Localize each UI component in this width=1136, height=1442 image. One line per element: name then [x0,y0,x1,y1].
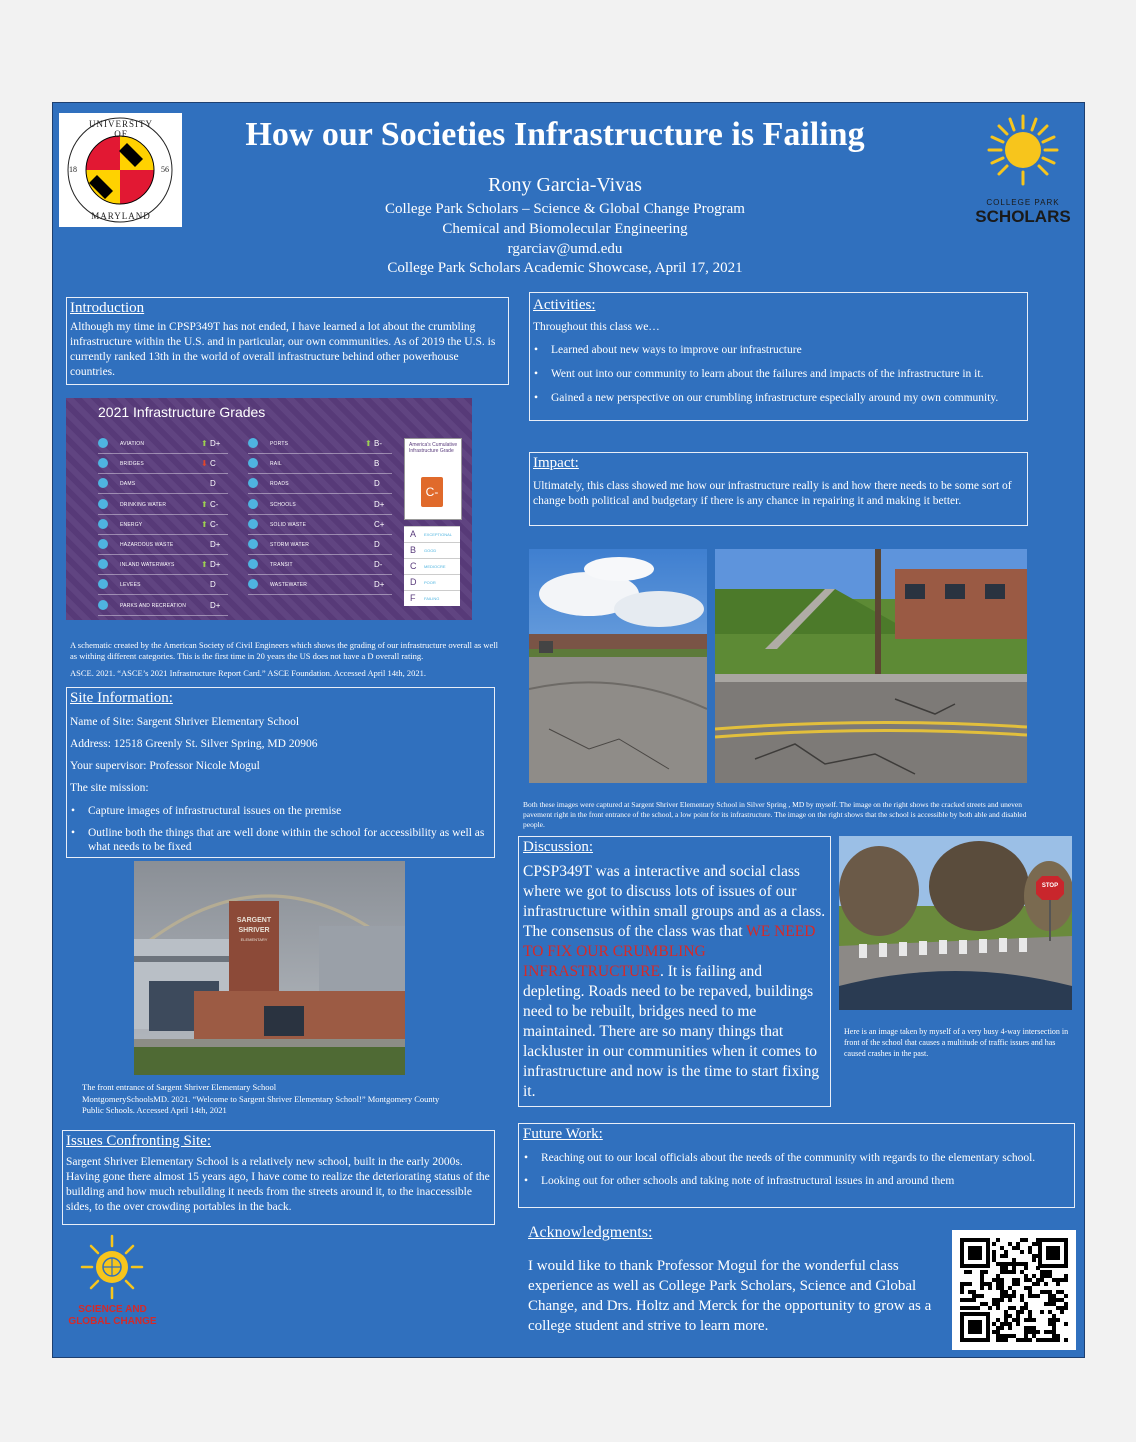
qr-code[interactable] [952,1230,1076,1350]
discussion-text-before: CPSP349T was a interactive and social class where we got to discuss lots of issues of our infrastructure within small groups and as a class. The consensus of the class was that [523,863,826,940]
grades-citation: ASCE. 2021. “ASCE’s 2021 Infrastructure Report Card.” ASCE Foundation. Accessed April 14th, 2021. [70,668,427,678]
grade-category-label: DAMS [120,481,136,488]
cps-logo-line1: COLLEGE PARK [986,198,1060,207]
issues-heading: Issues Confronting Site: [66,1133,211,1149]
grade-row-roads [248,476,394,492]
transit-icon [248,559,258,569]
umd-logo-year-left: 18 [69,165,77,174]
grade-value: D [210,580,216,590]
grade-legend-letter: C [410,561,417,571]
aviation-icon [98,438,108,448]
street-photos-caption: Both these images were captured at Sargent Shriver Elementary School in Silver Spring , MD by myself. The image on the right shows the cracked streets and uneven pavement right in the front entrance of the school, a low point for its infrastructure. The image on the right shows that the school is accessible by both able and disabled people. [523,800,1027,829]
future-work-section [518,1123,1075,1208]
umd-logo-bottom-text: MARYLAND [91,211,151,221]
grade-legend-word: POOR [424,580,436,585]
intersection-photo [839,836,1072,1010]
list-item: • Reaching out to our local officials about the needs of the community with regards to the elementary school. [541,1151,1070,1165]
department-name: Chemical and Biomolecular Engineering [442,221,688,237]
sgc-logo-line2: GLOBAL CHANGE [68,1316,157,1327]
grade-category-label: LEVEES [120,582,141,589]
author-email: rgarciav@umd.edu [507,241,623,257]
list-item: • Gained a new perspective on our crumbling infrastructure especially around my own community. [551,391,1024,405]
sun-icon [968,110,1078,190]
grade-category-label: AVIATION [120,441,145,447]
grade-legend-letter: A [410,529,417,539]
grade-legend-row [404,542,460,558]
grade-row-wastewater [248,577,394,593]
arrow-up-icon: ⬆ [201,499,208,509]
grade-row-divider [98,534,228,535]
future-work-heading: Future Work: [523,1126,603,1142]
discussion-text-after: . It is failing and depleting. Roads need to be repaved, buildings need to be rebuilt, bridges need to me maintained. There are so many things that lackluster in our communities when it comes to infrastructure and now is the time to start fixing it. [523,963,820,1100]
acknowledgments-heading: Acknowledgments: [528,1224,653,1241]
activities-list [533,343,1024,405]
future-work-list [523,1151,1070,1188]
grade-value: D- [374,560,383,570]
arrow-down-icon: ⬇ [201,459,208,469]
grade-legend [404,526,460,606]
discussion-text [523,862,826,1102]
umd-logo [59,113,182,227]
grade-category-label: BRIDGES [120,461,144,468]
discussion-highlight: WE NEED TO FIX OUR CRUMBLING INFRASTRUCTURE [523,923,816,980]
grade-category-label: ROADS [270,481,289,488]
cumulative-grade-card [404,438,462,520]
sgc-logo-line1: SCIENCE AND [78,1304,147,1315]
grade-value: D+ [374,580,385,590]
grade-value: D+ [210,560,221,570]
issues-section [62,1130,495,1225]
levees-icon [98,579,108,589]
grade-row-divider [248,574,392,575]
grade-category-label: HAZARDOUS WASTE [120,542,174,548]
cracked-street-photo [715,549,1027,783]
grade-value: B- [374,439,382,448]
school-entrance-photo [134,861,405,1075]
impact-text: Ultimately, this class showed me how our infrastructure really is and how there needs to be some sort of change both political and budgetary if there is any chance in repairing it and making it better. [533,480,1012,507]
grade-row-divider [248,534,392,535]
grade-value: C [210,459,216,469]
introduction-text: Although my time in CPSP349T has not ended, I have learned a lot about the crumbling infrastructure within the U.S. and in particular, our own communities. As of 2019 the U.S. is currently ranked 13th in the world of overall infrastructure behind other powerhouse countries. [70,321,496,378]
solid-waste-icon [248,519,258,529]
grade-row-energy [98,517,230,533]
drinking-water-icon [98,499,108,509]
grade-legend-letter: F [410,593,416,603]
grade-row-bridges [98,456,230,472]
author-name: Rony Garcia-Vivas [488,174,642,196]
school-photo-citation: MontgomerySchoolsMD. 2021. “Welcome to Sargent Shriver Elementary School!” Montgomery County Public Schools. Accessed April 14th, 2021 [82,1094,440,1115]
grade-row-storm-water [248,537,394,553]
grade-category-label: TRANSIT [270,562,293,569]
grade-value: D+ [210,439,221,448]
grade-legend-word: MEDIOCRE [424,564,446,569]
impact-section [529,452,1028,526]
grade-legend-word: FAILING [424,596,440,601]
activities-intro: Throughout this class we… [533,321,660,333]
arrow-up-icon: ⬆ [201,560,208,570]
grade-row-divider [98,554,228,555]
energy-icon [98,519,108,529]
introduction-section [66,297,509,385]
site-address: Address: 12518 Greenly St. Silver Spring, MD 20906 [70,738,318,750]
grade-legend-row [404,590,460,606]
grade-row-divider [98,594,228,595]
grade-row-transit [248,557,394,573]
schools-icon [248,499,258,509]
grade-value: D [374,540,380,549]
grade-row-divider [98,574,228,575]
site-mission-list [70,804,491,854]
acknowledgments-text: I would like to thank Professor Mogul for the wonderful class experience as well as College Park Scholars, Science and Global Change, and Drs. Holtz and Merck for the opportunity to grow as a college student and strive to learn more. [528,1258,932,1334]
cumulative-grade-label: America's Cumulative Infrastructure Grade [409,442,458,454]
grade-legend-word: EXCEPTIONAL [424,532,453,537]
grade-legend-row [404,526,460,542]
grade-category-label: RAIL [270,461,282,468]
grade-row-divider [248,453,392,454]
cps-logo [968,110,1078,230]
grade-value: D+ [210,540,221,549]
event-name: College Park Scholars Academic Showcase, April 17, 2021 [387,260,743,276]
roads-icon [248,478,258,488]
grade-category-label: ENERGY [120,521,143,528]
grade-row-ports [248,436,394,452]
grade-legend-letter: D [410,577,417,587]
grade-category-label: SCHOOLS [270,501,296,508]
school-sign-line1: SARGENT [236,917,272,924]
umd-logo-top-text: UNIVERSITY OF [89,119,153,139]
impact-heading: Impact: [533,455,579,471]
school-sign-line2: SHRIVER [238,927,270,934]
arrow-up-icon: ⬆ [201,519,208,529]
globe-sun-icon [65,1232,165,1302]
parking-lot-photo [529,549,707,783]
wastewater-icon [248,579,258,589]
school-sign-line3: ELEMENTARY [240,937,268,942]
grade-legend-row [404,574,460,590]
grade-row-divider [98,493,228,494]
grade-row-levees [98,577,230,593]
grade-legend-word: GOOD [424,548,437,553]
grade-row-divider [98,473,228,474]
grade-value: B [374,459,380,469]
grade-row-solid-waste [248,517,394,533]
discussion-heading: Discussion: [523,839,594,855]
grade-row-drinking-water [98,497,230,513]
grade-value: C- [210,499,219,509]
grade-category-label: STORM WATER [270,542,310,548]
site-information-section [66,687,495,858]
grade-row-divider [248,493,392,494]
grade-row-hazardous-waste [98,537,230,553]
grade-category-label: PORTS [270,441,289,447]
list-item: • Outline both the things that are well done within the school for accessibility as well as what needs to be fixed [88,826,491,854]
activities-section [529,292,1028,421]
grade-legend-row [404,558,460,574]
grade-category-label: WASTEWATER [270,582,308,589]
grade-row-parks-and-recreation [98,598,230,614]
storm-water-icon [248,539,258,549]
site-mission-label: The site mission: [70,782,149,794]
grade-value: D+ [374,499,385,509]
grade-row-divider [98,514,228,515]
grade-category-label: DRINKING WATER [120,501,167,508]
qr-code-icon [952,1230,1076,1350]
discussion-section [518,836,831,1107]
grade-row-divider [248,473,392,474]
site-name: Name of Site: Sargent Shriver Elementary School [70,716,300,728]
hazardous-waste-icon [98,539,108,549]
grades-chart-title: 2021 Infrastructure Grades [98,404,266,420]
grade-row-divider [98,615,228,616]
grade-row-aviation [98,436,230,452]
grade-row-divider [248,514,392,515]
sgc-logo [65,1232,165,1336]
issues-text: Sargent Shriver Elementary School is a relatively new school, built in the early 2000s. Having gone there almost 15 years ago, I have come to realize the deteriorating status of the building and how much rebuilding it needs from the streets around it, to the inaccessible sides, to the over crowding portables in the back. [66,1156,490,1213]
grade-legend-letter: B [410,545,417,555]
grade-value: D+ [210,600,221,610]
umd-logo-year-right: 56 [161,165,169,174]
grades-caption: A schematic created by the American Society of Civil Engineers which shows the grading of our infrastructure overall as well as withing different categories. This is the first time in 20 years the US does not have a D overall rating. [70,640,498,661]
dams-icon [98,478,108,488]
grade-category-label: INLAND WATERWAYS [120,562,175,569]
list-item: • Looking out for other schools and taking note of infrastructural issues in and around them [541,1174,1070,1188]
intersection-caption: Here is an image taken by myself of a very busy 4-way intersection in front of the school that causes a multitude of traffic issues and has caused crashes in the past. [844,1027,1069,1058]
grade-value: D [374,479,380,489]
grade-row-rail [248,456,394,472]
inland-waterways-icon [98,559,108,569]
grade-row-divider [98,453,228,454]
activities-heading: Activities: [533,297,596,313]
grade-category-label: SOLID WASTE [270,521,307,528]
bridges-icon [98,458,108,468]
school-photo-caption: The front entrance of Sargent Shriver Elementary School [82,1082,277,1092]
program-name: College Park Scholars – Science & Global Change Program [385,201,745,217]
cps-logo-line2: SCHOLARS [975,207,1071,226]
list-item: • Capture images of infrastructural issues on the premise [88,804,491,818]
list-item: • Learned about new ways to improve our infrastructure [551,343,1024,357]
ports-icon [248,438,258,448]
grade-value: D [210,479,216,489]
grade-row-schools [248,497,394,513]
parks-and-recreation-icon [98,600,108,610]
grade-category-label: PARKS AND RECREATION [120,602,187,609]
grade-value: C- [210,519,219,529]
grade-value: C+ [374,519,385,529]
rail-icon [248,458,258,468]
grade-row-divider [248,594,392,595]
cumulative-grade-value: C- [421,477,443,507]
list-item: • Went out into our community to learn about the failures and impacts of the infrastructure in it. [551,367,1024,381]
site-supervisor: Your supervisor: Professor Nicole Mogul [70,760,260,772]
poster-title: How our Societies Infrastructure is Failing [245,116,865,153]
introduction-heading: Introduction [70,300,145,316]
site-information-heading: Site Information: [70,690,173,706]
grade-row-inland-waterways [98,557,230,573]
stop-sign-text: STOP [1041,883,1059,889]
grade-row-divider [248,554,392,555]
grade-row-dams [98,476,230,492]
arrow-up-icon: ⬆ [201,439,208,448]
arrow-up-icon: ⬆ [365,439,372,448]
